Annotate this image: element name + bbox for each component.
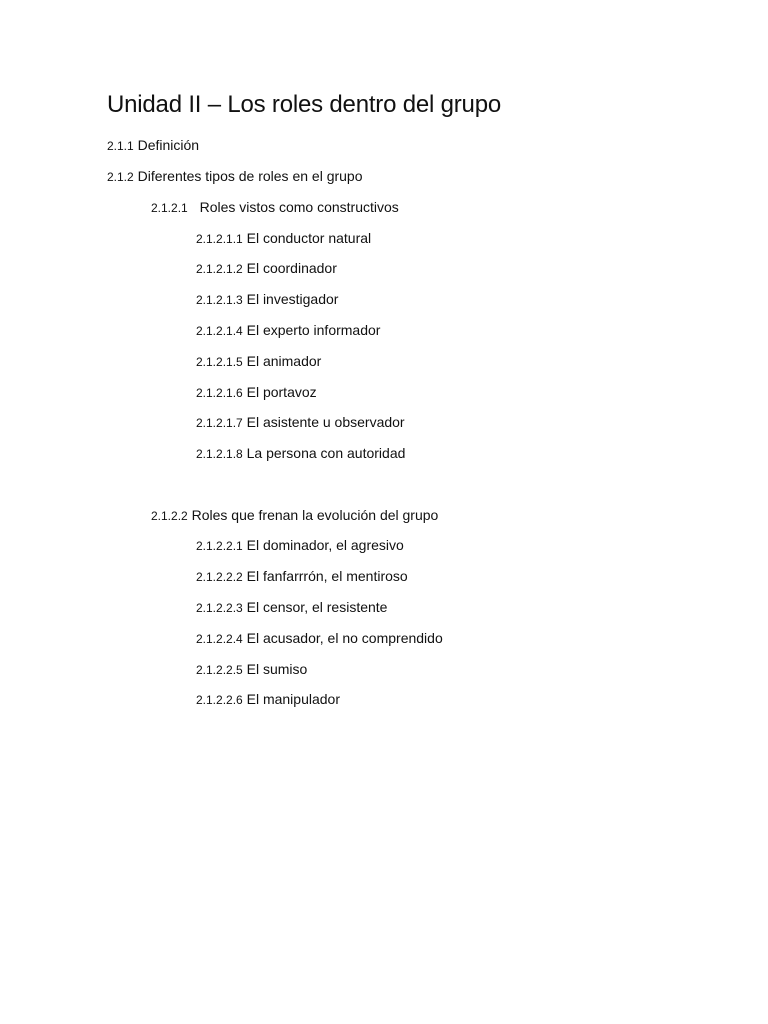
toc-item-label: El sumiso xyxy=(246,661,308,677)
toc-item xyxy=(196,567,408,586)
toc-item-label: Roles que frenan la evolución del grupo xyxy=(191,507,439,523)
toc-item xyxy=(196,352,321,371)
toc-item-number: 2.1.2.1.6 xyxy=(196,386,243,400)
toc-item xyxy=(151,198,399,217)
toc-item xyxy=(196,444,405,463)
toc-item-number: 2.1.2.1.4 xyxy=(196,324,243,338)
toc-item-label: El experto informador xyxy=(246,322,381,338)
toc-item xyxy=(196,290,338,309)
toc-item-label: El censor, el resistente xyxy=(246,599,388,615)
toc-item-number: 2.1.2.1 xyxy=(151,201,188,215)
toc-item-label: Definición xyxy=(137,137,200,153)
toc-item xyxy=(196,383,317,402)
toc-item-label: El fanfarrrón, el mentiroso xyxy=(246,568,408,584)
toc-item-label: Roles vistos como constructivos xyxy=(199,199,399,215)
toc-item-number: 2.1.2.1.7 xyxy=(196,416,243,430)
toc-item xyxy=(107,136,199,155)
toc-item-label: El conductor natural xyxy=(246,230,372,246)
toc-item-label: El manipulador xyxy=(246,691,340,707)
toc-item-number: 2.1.2.1.3 xyxy=(196,293,243,307)
toc-item xyxy=(196,536,404,555)
toc-item-label: El dominador, el agresivo xyxy=(246,537,404,553)
toc-item-number: 2.1.2 xyxy=(107,170,134,184)
toc-item-number: 2.1.2.2 xyxy=(151,509,188,523)
toc-item xyxy=(196,259,337,278)
toc-item-number: 2.1.2.2.6 xyxy=(196,693,243,707)
toc-item-number: 2.1.2.2.4 xyxy=(196,632,243,646)
toc-item-number: 2.1.2.1.2 xyxy=(196,262,243,276)
toc-item xyxy=(196,629,443,648)
toc-item xyxy=(196,321,380,340)
toc-item-label: El coordinador xyxy=(246,260,337,276)
toc-item xyxy=(151,506,438,525)
toc-item xyxy=(196,413,405,432)
toc-item-label: El investigador xyxy=(246,291,339,307)
toc-item-number: 2.1.1 xyxy=(107,139,134,153)
toc-item xyxy=(196,598,387,617)
toc-item-label: El asistente u observador xyxy=(246,414,405,430)
toc-item-number: 2.1.2.1.1 xyxy=(196,232,243,246)
toc-item-label: El portavoz xyxy=(246,384,317,400)
toc-item-number: 2.1.2.2.5 xyxy=(196,663,243,677)
toc-item-label: Diferentes tipos de roles en el grupo xyxy=(137,168,363,184)
toc-item xyxy=(196,229,371,248)
toc-item-number: 2.1.2.2.1 xyxy=(196,539,243,553)
toc-item xyxy=(107,167,363,186)
toc-item-label: El acusador, el no comprendido xyxy=(246,630,443,646)
toc-item xyxy=(196,690,340,709)
page-title: Unidad II – Los roles dentro del grupo xyxy=(107,91,501,118)
toc-item-number: 2.1.2.1.5 xyxy=(196,355,243,369)
toc-item-number: 2.1.2.2.3 xyxy=(196,601,243,615)
toc-item xyxy=(196,660,307,679)
toc-item-label: El animador xyxy=(246,353,322,369)
toc-item-label: La persona con autoridad xyxy=(246,445,406,461)
toc-item-number: 2.1.2.2.2 xyxy=(196,570,243,584)
toc-item-number: 2.1.2.1.8 xyxy=(196,447,243,461)
